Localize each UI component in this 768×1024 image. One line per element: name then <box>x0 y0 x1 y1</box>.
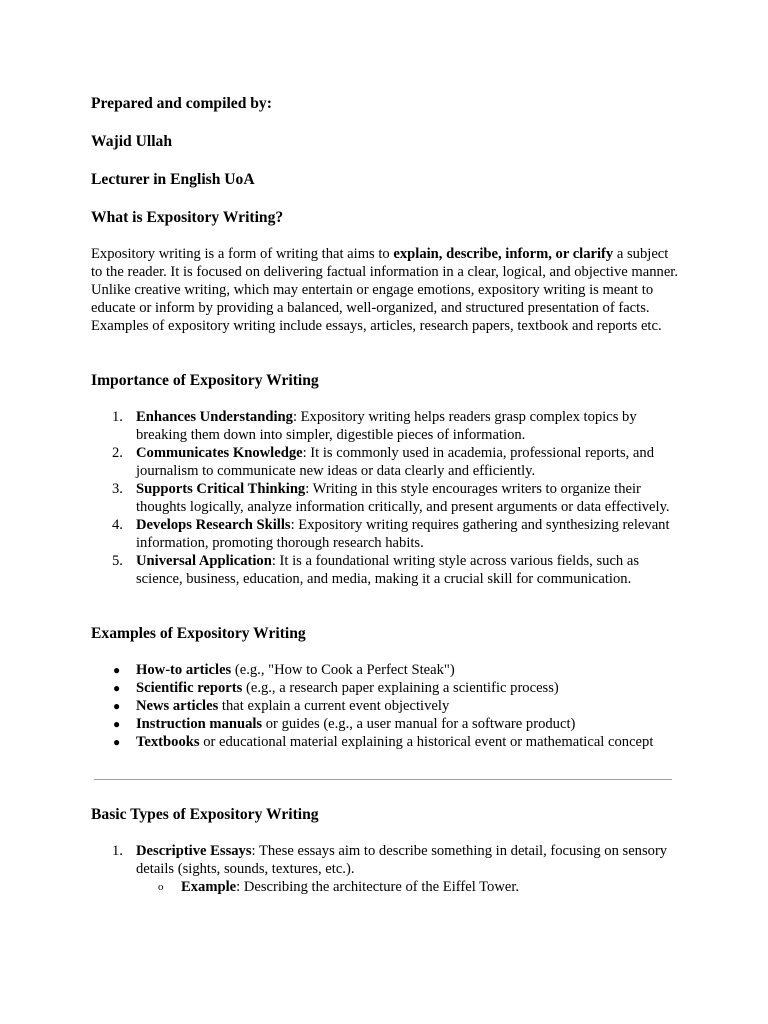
intro-text-bold: explain, describe, inform, or clarify <box>393 246 614 262</box>
types-list <box>91 842 681 896</box>
prepared-by-label: Prepared and compiled by: <box>91 95 272 112</box>
list-number: 4. <box>112 517 123 533</box>
bullet-icon: ● <box>113 663 121 677</box>
item-text: : It is a foundational writing style across various fields, such as science, business, education, and media, making it a crucial skill for communication. <box>136 553 640 587</box>
list-number: 1. <box>112 409 123 425</box>
item-text: (e.g., "How to Cook a Perfect Steak") <box>231 662 455 678</box>
example-item <box>91 679 691 697</box>
item-text: or educational material explaining a historical event or mathematical concept <box>199 734 654 750</box>
intro-heading: What is Expository Writing? <box>91 209 284 226</box>
list-number: 2. <box>112 445 123 461</box>
circle-bullet-icon: o <box>158 881 164 893</box>
importance-item <box>91 480 681 516</box>
importance-list <box>91 408 681 588</box>
item-text: : Expository writing helps readers grasp complex topics by breaking them down into simpler, digestible pieces of information. <box>136 409 637 443</box>
item-text: : Writing in this style encourages writers to organize their thoughts logically, analyze information critically, and present arguments or data effectively. <box>136 481 670 515</box>
item-term: How-to articles <box>136 662 232 678</box>
bullet-icon: ● <box>113 717 121 731</box>
item-term: Universal Application <box>136 553 272 569</box>
examples-heading: Examples of Expository Writing <box>91 625 306 642</box>
item-term: Textbooks <box>136 734 200 750</box>
bullet-icon: ● <box>113 735 121 749</box>
example-item <box>91 715 691 733</box>
list-number: 5. <box>112 553 123 569</box>
item-text: or guides (e.g., a user manual for a software product) <box>262 716 576 732</box>
importance-item <box>91 516 681 552</box>
item-term: Scientific reports <box>136 680 243 696</box>
types-heading: Basic Types of Expository Writing <box>91 806 319 823</box>
bullet-icon: ● <box>113 699 121 713</box>
example-text: : Describing the architecture of the Eiffel Tower. <box>236 879 520 895</box>
item-text: : These essays aim to describe something in detail, focusing on sensory details (sights, sounds, textures, etc.). <box>136 843 668 877</box>
list-number: 1. <box>112 843 123 859</box>
list-number: 3. <box>112 481 123 497</box>
type-sub-list <box>136 878 681 896</box>
example-term: Example <box>181 879 237 895</box>
item-text: that explain a current event objectively <box>218 698 450 714</box>
intro-text-start: Expository writing is a form of writing that aims to <box>91 246 394 262</box>
example-item <box>91 733 691 751</box>
item-term: Enhances Understanding <box>136 409 293 425</box>
item-term: Supports Critical Thinking <box>136 481 306 497</box>
type-example-item <box>136 878 681 896</box>
item-text: (e.g., a research paper explaining a scientific process) <box>242 680 559 696</box>
item-term: News articles <box>136 698 219 714</box>
intro-paragraph <box>91 245 681 335</box>
intro-text-end: a subject to the reader. It is focused on delivering factual information in a clear, logical, and objective manner. Unlike creative writing, which may entertain or engage emotions, expository writing is meant to educate or inform by providing a balanced, well-organized, and structured presentation of facts. Examples of expository writing include essays, articles, research papers, textbook and reports etc. <box>91 246 678 334</box>
importance-item <box>91 408 681 444</box>
item-term: Instruction manuals <box>136 716 263 732</box>
item-text: : Expository writing requires gathering and synthesizing relevant information, promoting thorough research habits. <box>136 517 670 551</box>
section-divider <box>94 779 672 780</box>
example-item <box>91 697 691 715</box>
item-text: : It is commonly used in academia, professional reports, and journalism to communicate new ideas or data clearly and efficiently. <box>136 445 654 479</box>
item-term: Communicates Knowledge <box>136 445 303 461</box>
author-role: Lecturer in English UoA <box>91 171 255 188</box>
item-term: Descriptive Essays <box>136 843 252 859</box>
author-name: Wajid Ullah <box>91 133 173 150</box>
importance-item <box>91 444 681 480</box>
importance-item <box>91 552 681 588</box>
importance-heading: Importance of Expository Writing <box>91 372 319 389</box>
examples-list <box>91 661 691 751</box>
item-term: Develops Research Skills <box>136 517 291 533</box>
type-item <box>91 842 681 896</box>
example-item <box>91 661 691 679</box>
bullet-icon: ● <box>113 681 121 695</box>
